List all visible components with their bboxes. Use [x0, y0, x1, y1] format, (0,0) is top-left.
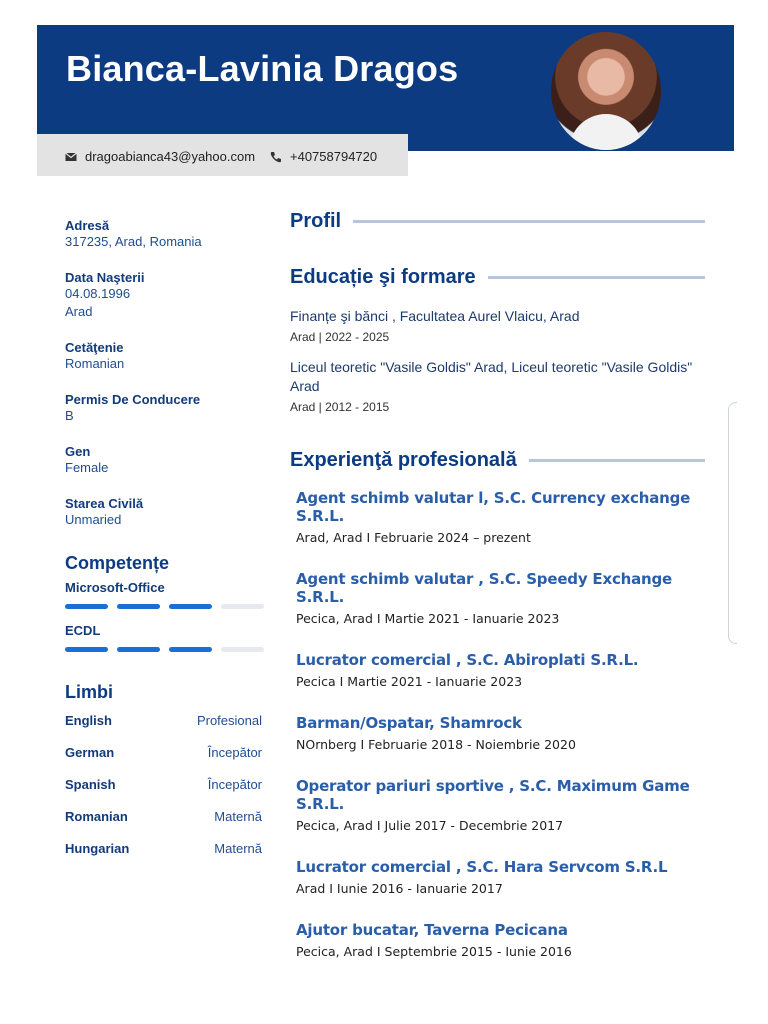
languages-heading: Limbi [65, 682, 113, 702]
experience-heading: Experienţă profesională [290, 449, 517, 471]
skill-level-segment [221, 604, 264, 609]
job-meta: Pecica I Martie 2021 - Ianuarie 2023 [296, 674, 523, 689]
field-label: Gen [65, 444, 91, 459]
job-title: Agent schimb valutar l, S.C. Currency exchange S.R.L. [296, 489, 691, 525]
scroll-indicator[interactable] [728, 402, 737, 644]
job-meta: Pecica, Arad I Julie 2017 - Decembrie 2017 [296, 818, 564, 833]
skill-level-segment [169, 604, 212, 609]
skill-item [65, 623, 265, 652]
language-row [65, 841, 262, 873]
field-value: 317235, Arad, Romania [65, 234, 202, 249]
profile-photo [551, 32, 661, 150]
personal-field [65, 270, 265, 321]
education-item [290, 307, 705, 344]
field-value: B [65, 408, 74, 423]
personal-field [65, 444, 265, 477]
experience-item [296, 777, 705, 833]
language-name: Spanish [65, 777, 116, 792]
skill-level-segment [169, 647, 212, 652]
experience-item [296, 921, 705, 959]
language-level: Maternă [214, 809, 262, 824]
skill-level-segment [221, 647, 264, 652]
skill-level-segment [65, 604, 108, 609]
experience-list [290, 489, 705, 959]
field-label: Data Naşterii [65, 270, 145, 285]
profile-section [290, 210, 705, 233]
profile-heading: Profil [290, 210, 342, 232]
personal-field [65, 392, 265, 425]
field-label: Starea Civilă [65, 496, 144, 511]
field-label: Adresă [65, 218, 110, 233]
email-contact[interactable] [65, 149, 255, 164]
field-value: 04.08.1996 Arad [65, 286, 131, 319]
job-title: Lucrator comercial , S.C. Abiroplati S.R.L. [296, 651, 639, 669]
language-row [65, 809, 262, 841]
experience-section [290, 449, 705, 984]
skill-level-segment [65, 647, 108, 652]
language-row [65, 745, 262, 777]
phone-contact[interactable] [270, 149, 377, 164]
personal-field [65, 218, 265, 251]
job-meta: Pecica, Arad I Septembrie 2015 - Iunie 2016 [296, 944, 572, 959]
education-section [290, 266, 705, 428]
job-meta: NOrnberg I Februarie 2018 - Noiembrie 2020 [296, 737, 576, 752]
personal-field [65, 340, 265, 373]
experience-item [296, 489, 705, 545]
education-title: Finanțe şi bănci , Facultatea Aurel Vlaicu, Arad [290, 308, 580, 324]
language-name: German [65, 745, 115, 760]
skill-item [65, 580, 265, 609]
language-level: Începător [207, 745, 262, 760]
phone-icon [270, 151, 282, 163]
email-text: dragoabianca43@yahoo.com [85, 149, 256, 164]
field-value: Female [65, 460, 109, 475]
field-label: Permis De Conducere [65, 392, 201, 407]
languages-list [65, 713, 265, 873]
experience-item [296, 651, 705, 689]
envelope-icon [65, 151, 77, 163]
personal-details [65, 218, 265, 529]
field-value: Romanian [65, 356, 125, 371]
phone-text: +40758794720 [290, 149, 378, 164]
skills-list [65, 580, 265, 652]
skill-level-segment [117, 604, 160, 609]
education-meta: Arad | 2012 - 2015 [290, 400, 390, 414]
skill-level-bar [65, 604, 265, 609]
field-value: Unmaried [65, 512, 122, 527]
education-list [290, 307, 705, 414]
heading-rule [488, 276, 705, 279]
education-meta: Arad | 2022 - 2025 [290, 330, 390, 344]
skill-name: Microsoft-Office [65, 580, 165, 595]
language-row [65, 777, 262, 809]
job-meta: Arad, Arad I Februarie 2024 – prezent [296, 530, 531, 545]
experience-item [296, 714, 705, 752]
job-title: Operator pariuri sportive , S.C. Maximum Game S.R.L. [296, 777, 690, 813]
experience-item [296, 570, 705, 626]
candidate-name: Bianca-Lavinia Dragos [66, 48, 459, 89]
job-meta: Pecica, Arad I Martie 2021 - Ianuarie 2023 [296, 611, 560, 626]
job-title: Agent schimb valutar , S.C. Speedy Exchange S.R.L. [296, 570, 673, 606]
language-level: Maternă [214, 841, 262, 856]
job-title: Lucrator comercial , S.C. Hara Servcom S.R.L [296, 858, 668, 876]
language-level: Începător [207, 777, 262, 792]
education-title: Liceul teoretic "Vasile Goldis" Arad, Liceul teoretic "Vasile Goldis" Arad [290, 359, 693, 394]
language-name: Hungarian [65, 841, 130, 856]
heading-rule [353, 220, 705, 223]
job-title: Barman/Ospatar, Shamrock [296, 714, 522, 732]
skills-heading: Competențe [65, 553, 170, 573]
skill-name: ECDL [65, 623, 101, 638]
language-name: English [65, 713, 112, 728]
field-label: Cetăţenie [65, 340, 124, 355]
left-column [65, 218, 265, 873]
job-title: Ajutor bucatar, Taverna Pecicana [296, 921, 568, 939]
education-heading: Educație şi formare [290, 266, 476, 288]
personal-field [65, 496, 265, 529]
skill-level-bar [65, 647, 265, 652]
language-level: Profesional [196, 713, 262, 728]
heading-rule [529, 459, 705, 462]
skill-level-segment [117, 647, 160, 652]
education-item [290, 358, 705, 414]
language-row [65, 713, 262, 745]
language-name: Romanian [65, 809, 128, 824]
job-meta: Arad I Iunie 2016 - Ianuarie 2017 [296, 881, 503, 896]
experience-item [296, 858, 705, 896]
